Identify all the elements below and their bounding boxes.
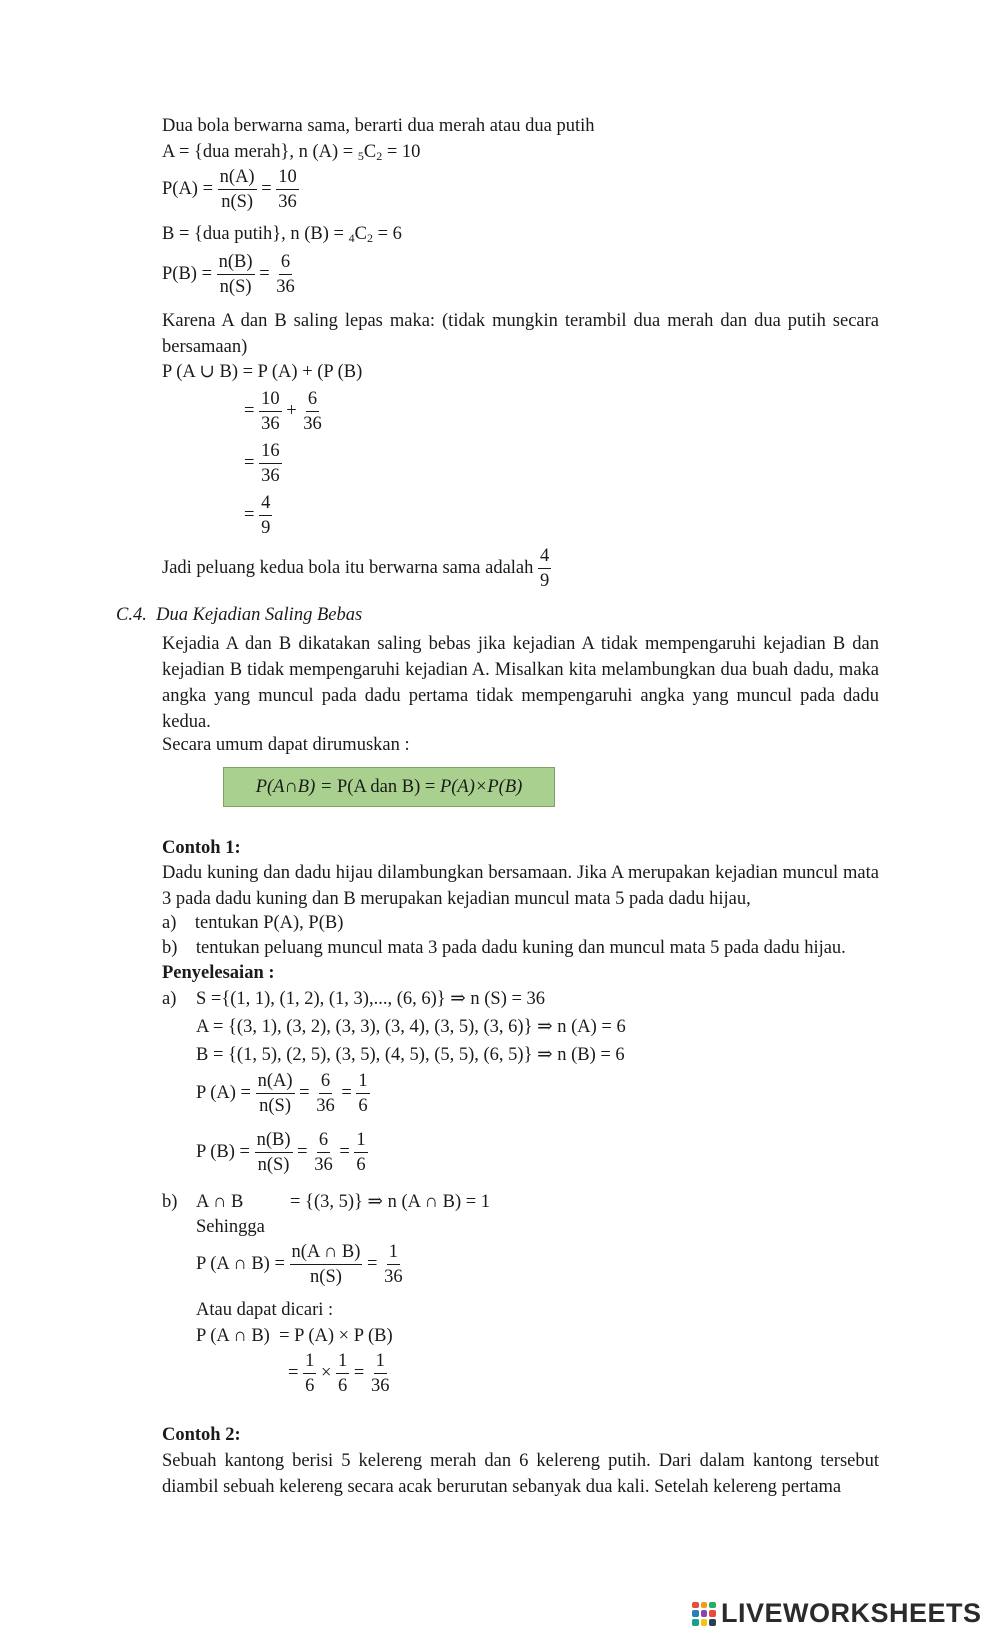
section-description: Kejadia A dan B dikatakan saling bebas jika kejadian A tidak mempengaruhi kejadian B dan kejadian B tidak mempengaruhi kejadian A. Misalkan kita melambungkan dua buah dadu, maka angka yang muncul pada dadu pertama tidak mempengaruhi angka yang muncul pada dadu kedua. <box>162 634 879 732</box>
jadi-d: 9 <box>540 571 550 592</box>
intersection-right: = {(3, 5)} ⇒ n (A ∩ B) = 1 <box>290 1192 491 1212</box>
c1-pb-eq2: = <box>339 1141 350 1162</box>
step1-frac1 <box>259 388 282 435</box>
pb-value <box>274 251 297 298</box>
c1-pb-v1d: 36 <box>314 1155 333 1176</box>
union-step-3 <box>244 492 272 539</box>
c1-pa-eq2: = <box>341 1082 352 1103</box>
logo-text: LIVEWORKSHEETS <box>721 1598 982 1628</box>
logo-square <box>701 1602 708 1609</box>
c1-pint-num: n(A ∩ B) <box>290 1241 363 1265</box>
prod-eq1: = <box>288 1362 299 1383</box>
pa-den: n(S) <box>221 192 254 213</box>
set-b-line <box>162 224 402 246</box>
item-b-label: b) <box>162 938 178 958</box>
step3-frac <box>259 492 272 539</box>
set-a-sub1: 5 <box>357 149 364 163</box>
prod-d1: 6 <box>305 1376 315 1397</box>
prod-frac1 <box>303 1350 316 1397</box>
set-b-sub1: 4 <box>348 231 355 245</box>
prod-line <box>196 1326 393 1347</box>
step3-eq: = <box>244 504 255 525</box>
c1-pa-num: n(A) <box>256 1070 295 1094</box>
c1-pb-label: P (B) = <box>196 1141 250 1162</box>
pa-fraction <box>218 166 257 213</box>
set-a-line <box>162 142 420 164</box>
penyelesaian-heading: Penyelesaian : <box>162 963 275 983</box>
karena-text: Karena A dan B saling lepas maka: (tidak mungkin terambil dua merah dan dua putih secara bersamaan) <box>162 311 879 357</box>
c1-pb-num: n(B) <box>255 1129 293 1153</box>
logo-grid-icon <box>692 1602 716 1626</box>
c1-pa-formula <box>196 1070 370 1117</box>
pa-value <box>276 166 299 213</box>
step2-eq: = <box>244 452 255 473</box>
c1-pint-value <box>382 1241 405 1288</box>
solution-a-label: a) <box>162 989 177 1009</box>
item-a-text: tentukan P(A), P(B) <box>194 913 344 933</box>
set-b-sub2: 2 <box>366 231 373 245</box>
pa-eq: = <box>261 178 272 199</box>
prod-frac3 <box>369 1350 392 1397</box>
step1-eq: = <box>244 400 255 421</box>
c1-pb-v2 <box>354 1129 367 1176</box>
logo-square <box>692 1610 699 1617</box>
c1-pint-label: P (A ∩ B) = <box>196 1253 285 1274</box>
step1-d1: 36 <box>261 414 280 435</box>
step1-n2: 6 <box>306 388 319 412</box>
c1-pb-eq1: = <box>297 1141 308 1162</box>
c1-pb-v2d: 6 <box>356 1155 366 1176</box>
set-b-post: = 6 <box>372 224 402 244</box>
pb-fraction <box>217 251 255 298</box>
contoh2-heading: Contoh 2: <box>162 1425 241 1445</box>
solution-b-label: b) <box>162 1192 178 1212</box>
prod-steps <box>288 1350 391 1397</box>
contoh1-text: Dadu kuning dan dadu hijau dilambungkan bersamaan. Jika A merupakan kejadian muncul mata 3 pada dadu kuning dan B merupakan kejadian muncul mata 5 pada dadu hijau, <box>162 863 879 909</box>
pb-vden: 36 <box>276 277 295 298</box>
set-b-c: C <box>354 224 367 244</box>
union-line: P (A ∪ B) = P (A) + (P (B) <box>162 362 363 382</box>
formula-mid: P(A dan B) = <box>337 776 436 797</box>
logo-square <box>701 1619 708 1626</box>
intro-text: Dua bola berwarna sama, berarti dua merah atau dua putih <box>162 116 595 136</box>
liveworksheets-logo[interactable] <box>692 1598 982 1629</box>
prod-n3: 1 <box>374 1350 387 1374</box>
set-a-sub2: 2 <box>376 149 383 163</box>
event-a-line: A = {(3, 1), (3, 2), (3, 3), (3, 4), (3, 5), (3, 6)} ⇒ n (A) = 6 <box>196 1017 626 1037</box>
formula-left: P(A∩B) = <box>255 776 333 797</box>
pb-vnum: 6 <box>279 251 292 275</box>
step2-frac <box>259 440 282 487</box>
prod-eq2: = <box>353 1362 365 1383</box>
c1-pa-v1n: 6 <box>319 1070 332 1094</box>
c1-pb-frac <box>255 1129 293 1176</box>
c1-pint-den: n(S) <box>310 1267 342 1288</box>
set-a-c: C <box>363 142 377 162</box>
prod-rhs: = P (A) × P (B) <box>279 1326 393 1346</box>
atau-text: Atau dapat dicari : <box>196 1300 334 1320</box>
section-title: Dua Kejadian Saling Bebas <box>156 605 363 625</box>
prod-frac2 <box>336 1350 349 1397</box>
set-b-pre: B = {dua putih}, n (B) = <box>162 224 349 244</box>
set-a-post: = 10 <box>382 142 421 162</box>
pb-formula <box>162 251 297 298</box>
c1-pint-eq: = <box>367 1253 378 1274</box>
sehingga-text: Sehingga <box>196 1217 265 1237</box>
step1-plus: + <box>286 400 297 421</box>
jadi-n: 4 <box>538 545 551 569</box>
c1-pint-frac <box>290 1241 363 1288</box>
c1-pa-v1d: 36 <box>316 1096 335 1117</box>
logo-square <box>692 1619 699 1626</box>
c1-pint-vn: 1 <box>387 1241 400 1265</box>
union-step-1 <box>244 388 324 435</box>
c1-pa-den: n(S) <box>259 1096 291 1117</box>
contoh1-heading: Contoh 1: <box>162 838 241 858</box>
pa-label: P(A) = <box>162 178 214 199</box>
umum-text: Secara umum dapat dirumuskan : <box>162 735 410 755</box>
c1-pa-frac <box>256 1070 295 1117</box>
c1-pa-v1 <box>314 1070 337 1117</box>
c1-pa-v2 <box>356 1070 369 1117</box>
jadi-frac <box>538 545 551 592</box>
step2-n: 16 <box>259 440 282 464</box>
contoh1-item-b <box>162 938 846 959</box>
logo-square <box>709 1619 716 1626</box>
c1-pb-formula <box>196 1129 368 1176</box>
prod-label: P (A ∩ B) <box>196 1326 270 1346</box>
c1-pb-v1n: 6 <box>317 1129 330 1153</box>
logo-square <box>709 1602 716 1609</box>
c1-pb-v2n: 1 <box>354 1129 367 1153</box>
pb-num: n(B) <box>217 251 255 275</box>
c1-pint-vd: 36 <box>384 1267 403 1288</box>
event-b-line: B = {(1, 5), (2, 5), (3, 5), (4, 5), (5, 5), (6, 5)} ⇒ n (B) = 6 <box>196 1045 625 1065</box>
c1-pa-v2n: 1 <box>356 1070 369 1094</box>
pa-vden: 36 <box>278 192 297 213</box>
jadi-text: Jadi peluang kedua bola itu berwarna sama adalah <box>162 557 534 578</box>
pb-den: n(S) <box>219 277 252 298</box>
c1-pb-v1 <box>312 1129 335 1176</box>
section-number: C.4. <box>116 605 147 625</box>
step1-frac2 <box>301 388 324 435</box>
set-a-pre: A = {dua merah}, n (A) = <box>162 142 358 162</box>
step3-d: 9 <box>261 518 271 539</box>
pa-formula <box>162 166 299 213</box>
logo-square <box>692 1602 699 1609</box>
c1-pb-den: n(S) <box>257 1155 290 1176</box>
item-a-label: a) <box>162 913 177 933</box>
pb-label: P(B) = <box>162 263 213 284</box>
c1-pa-eq1: = <box>299 1082 310 1103</box>
c1-pa-label: P (A) = <box>196 1082 251 1103</box>
contoh1-item-a <box>162 913 343 934</box>
jadi-line <box>162 545 551 592</box>
pa-vnum: 10 <box>276 166 299 190</box>
section-heading <box>116 605 362 626</box>
logo-square <box>709 1610 716 1617</box>
c1-pa-v2d: 6 <box>358 1096 368 1117</box>
intersection-left: A ∩ B <box>196 1192 244 1212</box>
step1-n1: 10 <box>259 388 282 412</box>
item-b-text: tentukan peluang muncul mata 3 pada dadu kuning dan muncul mata 5 pada dadu hijau. <box>195 938 846 958</box>
pa-num: n(A) <box>218 166 257 190</box>
prod-n2: 1 <box>336 1350 349 1374</box>
union-step-2 <box>244 440 282 487</box>
prod-times: × <box>320 1362 332 1383</box>
formula-box <box>223 767 555 807</box>
contoh2-text: Sebuah kantong berisi 5 kelereng merah dan 6 kelereng putih. Dari dalam kantong tersebut diambil sebuah kelereng secara acak berurutan sebanyak dua kali. Setelah kelereng pertama <box>162 1451 879 1497</box>
prod-d3: 36 <box>370 1376 390 1397</box>
step2-d: 36 <box>261 466 280 487</box>
prod-n1: 1 <box>303 1350 316 1374</box>
step1-d2: 36 <box>303 414 322 435</box>
step3-n: 4 <box>259 492 272 516</box>
prod-d2: 6 <box>338 1376 348 1397</box>
sample-space-line: S ={(1, 1), (1, 2), (1, 3),..., (6, 6)} ⇒ n (S) = 36 <box>196 989 546 1009</box>
c1-pint-formula <box>196 1241 405 1288</box>
formula-right: P(A)×P(B) <box>439 776 523 797</box>
pb-eq: = <box>259 263 270 284</box>
logo-square <box>701 1610 708 1617</box>
